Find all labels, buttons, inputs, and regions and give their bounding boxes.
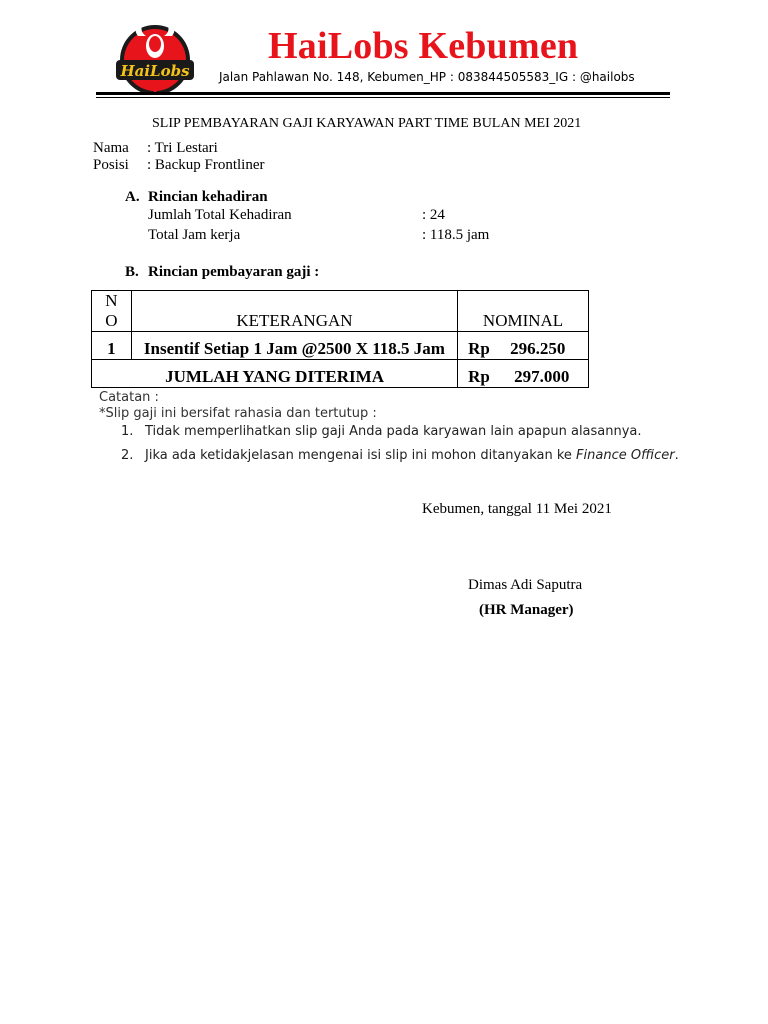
brand-title: HaiLobs Kebumen (268, 25, 579, 67)
table-header-row (92, 291, 589, 332)
row-desc: Insentif Setiap 1 Jam @2500 X 118.5 Jam (131, 332, 457, 360)
total-amount: 297.000 (514, 367, 570, 386)
position-label: Posisi (93, 157, 129, 173)
note-item-text (145, 448, 679, 463)
slip-title: SLIP PEMBAYARAN GAJI KARYAWAN PART TIME BULAN MEI 2021 (152, 116, 582, 131)
attendance-row-label: Jumlah Total Kehadiran (148, 207, 292, 223)
note-item-number: 2. (121, 448, 134, 463)
payment-marker: B. (125, 264, 139, 280)
header-no-line1: N (105, 291, 118, 310)
table-row (92, 332, 589, 360)
row-amount-cell (458, 332, 589, 360)
total-amount-cell (458, 360, 589, 388)
name-value: : Tri Lestari (147, 140, 218, 156)
total-currency: Rp (468, 367, 490, 386)
notes-label: Catatan : (99, 390, 159, 405)
header-no-line2: O (105, 311, 118, 330)
note-item-text-main: Jika ada ketidakjelasan mengenai isi slip ini mohon ditanyakan ke (145, 448, 577, 463)
signer-role: (HR Manager) (479, 602, 574, 618)
attendance-row-value: : 24 (422, 207, 445, 223)
attendance-row-label: Total Jam kerja (148, 227, 241, 243)
note-item-number: 1. (121, 424, 134, 439)
position-value: : Backup Frontliner (147, 157, 265, 173)
header-amount: NOMINAL (458, 291, 589, 332)
brand-address: Jalan Pahlawan No. 148, Kebumen_HP : 083844505583_IG : @hailobs (219, 70, 635, 84)
name-label: Nama (93, 140, 129, 156)
svg-text:HaiLobs: HaiLobs (120, 62, 190, 80)
total-label: JUMLAH YANG DITERIMA (92, 360, 458, 388)
signer-name: Dimas Adi Saputra (468, 577, 583, 593)
header-rule-thin (96, 97, 670, 98)
attendance-marker: A. (125, 189, 140, 205)
place-date: Kebumen, tanggal 11 Mei 2021 (422, 501, 612, 517)
note-item-text: Tidak memperlihatkan slip gaji Anda pada karyawan lain apapun alasannya. (145, 424, 642, 439)
table-total-row (92, 360, 589, 388)
payment-table (91, 290, 589, 388)
attendance-heading: Rincian kehadiran (148, 189, 268, 205)
row-currency: Rp (468, 339, 490, 358)
row-amount: 296.250 (510, 339, 566, 358)
notes-intro: *Slip gaji ini bersifat rahasia dan tertutup : (99, 406, 377, 421)
row-no: 1 (92, 332, 132, 360)
attendance-row-value: : 118.5 jam (422, 227, 490, 243)
header-rule (96, 92, 670, 95)
header-no (92, 291, 132, 332)
header-desc: KETERANGAN (131, 291, 457, 332)
payment-heading: Rincian pembayaran gaji : (148, 264, 320, 280)
note-item-tail: . (674, 448, 679, 463)
hailobs-logo (112, 22, 198, 98)
note-item-emphasis: Finance Officer (576, 448, 675, 463)
